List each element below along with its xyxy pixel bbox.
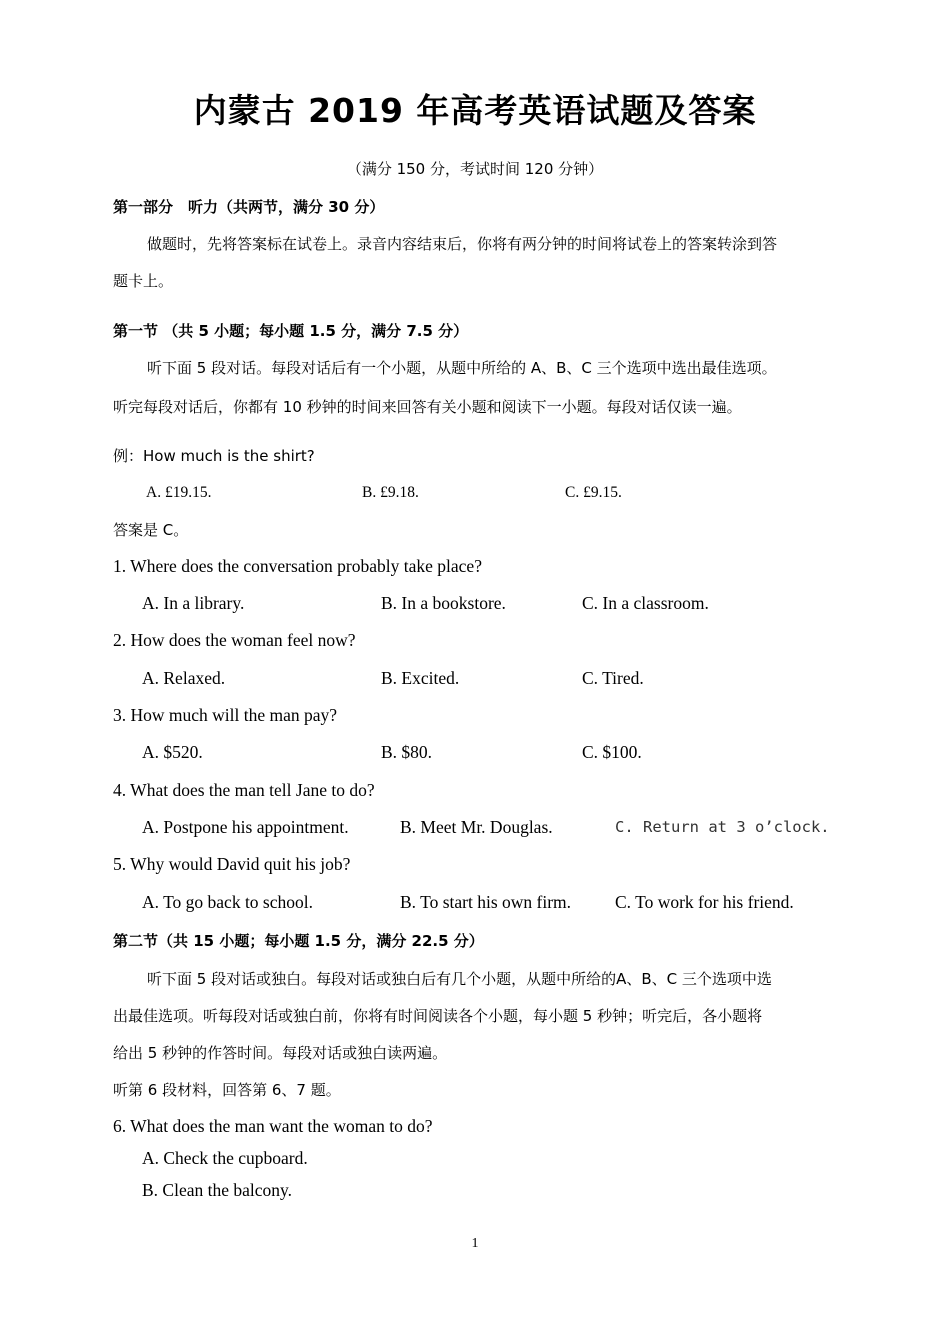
question-1: 1. Where does the conversation probably take place? [113, 556, 482, 576]
example-option-c: C. £9.15. [565, 484, 622, 501]
question-3: 3. How much will the man pay? [113, 705, 338, 725]
question-3-option-b: B. $80. [381, 742, 433, 762]
question-2-option-a: A. Relaxed. [142, 668, 226, 688]
question-4-option-a: A. Postpone his appointment. [142, 817, 349, 837]
question-6-option-b: B. Clean the balcony. [142, 1180, 293, 1200]
part1-intro-line1: 做题时，先将答案标在试卷上。录音内容结束后，你将有两分钟的时间将试卷上的答案转涂到答 [147, 235, 778, 253]
question-5-option-c: C. To work for his friend. [615, 892, 794, 912]
question-1-option-b: B. In a bookstore. [381, 593, 506, 613]
page-number: 1 [471, 1236, 479, 1251]
question-5: 5. Why would David quit his job? [113, 854, 351, 874]
question-2: 2. How does the woman feel now? [113, 630, 356, 650]
question-2-option-c: C. Tired. [582, 668, 644, 688]
question-3-option-c: C. $100. [582, 742, 642, 762]
exam-subtitle: （满分 150 分，考试时间 120 分钟） [346, 160, 604, 178]
question-6: 6. What does the man want the woman to do? [113, 1116, 433, 1136]
question-4-option-b: B. Meet Mr. Douglas. [400, 817, 553, 837]
question-5-option-a: A. To go back to school. [142, 892, 314, 912]
question-3-option-a: A. $520. [142, 742, 203, 762]
part1-intro-line2: 题卡上。 [113, 272, 174, 290]
section2-instr-line3: 给出 5 秒钟的作答时间。每段对话或独白读两遍。 [113, 1044, 448, 1062]
material-6-note: 听第 6 段材料，回答第 6、7 题。 [113, 1081, 341, 1099]
section1-instr-line2: 听完每段对话后，你都有 10 秒钟的时间来回答有关小题和阅读下一小题。每段对话仅读一遍。 [113, 398, 742, 416]
example-answer: 答案是 C。 [113, 521, 189, 539]
question-4: 4. What does the man tell Jane to do? [113, 780, 375, 800]
question-5-option-b: B. To start his own firm. [400, 892, 572, 912]
section2-heading: 第二节（共 15 小题；每小题 1.5 分，满分 22.5 分） [113, 932, 484, 950]
question-2-option-b: B. Excited. [381, 668, 460, 688]
page-title: 内蒙古 2019 年高考英语试题及答案 [193, 91, 757, 130]
section1-heading: 第一节 （共 5 小题；每小题 1.5 分，满分 7.5 分） [113, 322, 469, 340]
question-4-option-c: C. Return at 3 o’clock. [615, 818, 830, 836]
section1-instr-line1: 听下面 5 段对话。每段对话后有一个小题，从题中所给的 A、B、C 三个选项中选出最佳选项。 [147, 359, 777, 377]
question-1-option-c: C. In a classroom. [582, 593, 709, 613]
section2-instr-line1: 听下面 5 段对话或独白。每段对话或独白后有几个小题，从题中所给的A、B、C 三个选项中选 [147, 970, 772, 988]
question-6-option-a: A. Check the cupboard. [142, 1148, 308, 1168]
example-question: 例：How much is the shirt? [113, 447, 315, 465]
example-option-b: B. £9.18. [362, 484, 419, 501]
example-option-a: A. £19.15. [146, 484, 212, 501]
part1-heading: 第一部分 听力（共两节，满分 30 分） [113, 198, 385, 216]
section2-instr-line2: 出最佳选项。听每段对话或独白前，你将有时间阅读各个小题，每小题 5 秒钟；听完后，各小题将 [113, 1007, 763, 1025]
question-1-option-a: A. In a library. [142, 593, 245, 613]
